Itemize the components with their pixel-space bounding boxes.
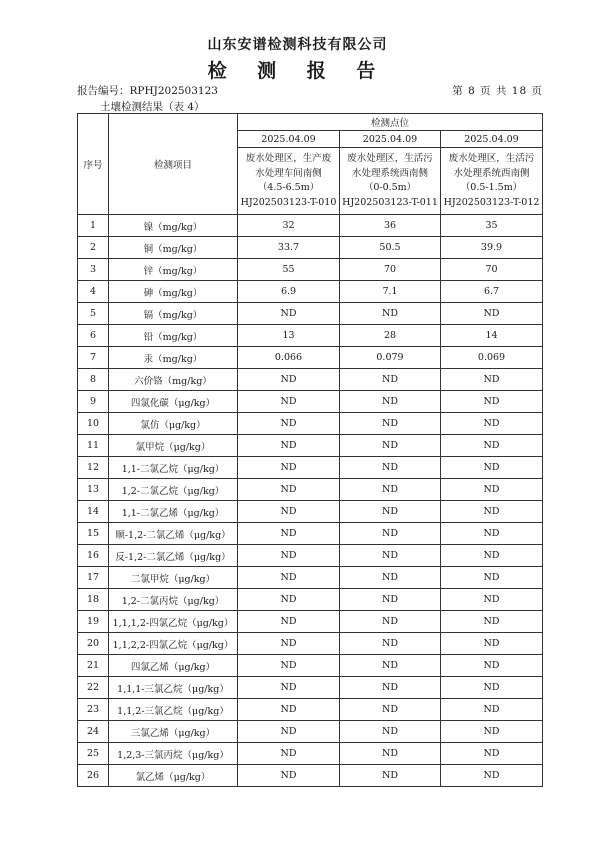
row-item: 汞（mg/kg） [109,347,238,369]
row-seq: 9 [78,391,109,413]
row-value: ND [340,743,441,765]
document-title: 检 测 报 告 [207,60,388,82]
sample-id: HJ202503123-T-011 [342,196,438,208]
row-item: 1,2,3-三氯丙烷（μg/kg） [109,743,238,765]
row-seq: 16 [78,545,109,567]
row-value: ND [441,435,543,457]
row-value: 35 [441,215,543,237]
row-value: 55 [238,259,340,281]
row-value: 13 [238,325,340,347]
row-value: ND [340,391,441,413]
header-item: 检测项目 [109,114,238,215]
row-item: 氯甲烷（μg/kg） [109,435,238,457]
header-seq: 序号 [78,114,109,215]
point-date: 2025.04.09 [238,131,340,148]
row-value: ND [441,523,543,545]
row-seq: 22 [78,677,109,699]
row-item: 1,1,2-三氯乙烷（μg/kg） [109,699,238,721]
row-item: 六价铬（mg/kg） [109,369,238,391]
table-row [78,611,543,633]
table-row [78,479,543,501]
row-seq: 24 [78,721,109,743]
row-seq: 1 [78,215,109,237]
table-row [78,325,543,347]
row-seq: 8 [78,369,109,391]
table-row [78,523,543,545]
row-seq: 10 [78,413,109,435]
table-row [78,633,543,655]
row-seq: 25 [78,743,109,765]
row-value: ND [340,369,441,391]
row-item: 1,1,1-三氯乙烷（μg/kg） [109,677,238,699]
table-row [78,699,543,721]
row-value: ND [238,721,340,743]
row-value: ND [441,699,543,721]
row-seq: 26 [78,765,109,787]
row-value: ND [238,655,340,677]
row-seq: 21 [78,655,109,677]
row-seq: 2 [78,237,109,259]
location-line: 水处理系统西南侧 [453,167,530,179]
row-item: 铜（mg/kg） [109,237,238,259]
row-value: ND [340,501,441,523]
location-line: 废水处理区，生产废 [245,153,332,164]
row-value: 6.7 [441,281,543,303]
row-value: 14 [441,325,543,347]
row-value: ND [441,611,543,633]
row-value: 32 [238,215,340,237]
row-value: 50.5 [340,237,441,259]
row-value: ND [340,457,441,479]
row-value: ND [340,721,441,743]
row-value: 33.7 [238,237,340,259]
table-row [78,413,543,435]
table-row [78,435,543,457]
row-item: 铅（mg/kg） [109,325,238,347]
results-table [77,113,543,787]
row-value: ND [238,457,340,479]
row-value: ND [441,545,543,567]
table-row [78,721,543,743]
row-seq: 4 [78,281,109,303]
row-value: ND [238,391,340,413]
table-row [78,765,543,787]
row-item: 砷（mg/kg） [109,281,238,303]
row-value: ND [441,479,543,501]
row-value: ND [340,303,441,325]
row-item: 1,2-二氯乙烷（μg/kg） [109,479,238,501]
row-value: ND [340,545,441,567]
row-item: 三氯乙烯（μg/kg） [109,721,238,743]
row-value: 70 [441,259,543,281]
location-line: 废水处理区，生活污 [347,153,433,164]
row-seq: 18 [78,589,109,611]
point-date: 2025.04.09 [340,131,441,148]
row-value: 7.1 [340,281,441,303]
row-item: 二氯甲烷（μg/kg） [109,567,238,589]
row-value: ND [238,699,340,721]
row-seq: 5 [78,303,109,325]
row-value: 0.069 [441,347,543,369]
row-item: 顺-1,2-二氯乙烯（μg/kg） [109,523,238,545]
row-value: ND [441,633,543,655]
table-row [78,259,543,281]
table-caption: 土壤检测结果（表 4） [100,101,205,113]
row-item: 1,1,2,2-四氯乙烷（μg/kg） [109,633,238,655]
row-value: ND [238,567,340,589]
point-location [441,148,543,215]
row-value: 70 [340,259,441,281]
row-value: 0.066 [238,347,340,369]
row-value: ND [340,699,441,721]
row-seq: 6 [78,325,109,347]
location-line: （0.5-1.5m） [460,182,523,193]
location-line: 水处理系统西南侧 [351,167,428,179]
row-value: ND [238,633,340,655]
row-value: ND [238,369,340,391]
row-seq: 20 [78,633,109,655]
row-item: 四氯乙烯（μg/kg） [109,655,238,677]
location-line: （4.5-6.5m） [257,182,320,193]
row-value: ND [441,677,543,699]
table-row [78,567,543,589]
row-value: ND [238,765,340,787]
row-value: ND [340,611,441,633]
row-item: 反-1,2-二氯乙烯（μg/kg） [109,545,238,567]
row-value: ND [238,545,340,567]
row-seq: 15 [78,523,109,545]
row-value: ND [238,743,340,765]
row-item: 1,1-二氯乙烷（μg/kg） [109,457,238,479]
row-value: ND [340,633,441,655]
row-value: ND [238,589,340,611]
row-value: ND [441,413,543,435]
row-value: ND [340,567,441,589]
row-value: ND [441,743,543,765]
header-points: 检测点位 [238,114,543,131]
row-value: ND [340,655,441,677]
table-row [78,281,543,303]
row-value: ND [441,765,543,787]
row-value: ND [441,501,543,523]
row-item: 1,1,1,2-四氯乙烷（μg/kg） [109,611,238,633]
row-value: ND [340,413,441,435]
sample-id: HJ202503123-T-010 [240,196,337,208]
row-value: ND [238,413,340,435]
row-seq: 11 [78,435,109,457]
point-location [340,148,441,215]
row-seq: 13 [78,479,109,501]
row-value: ND [238,523,340,545]
row-value: ND [441,303,543,325]
row-item: 镍（mg/kg） [109,215,238,237]
row-item: 锌（mg/kg） [109,259,238,281]
row-value: ND [238,677,340,699]
row-value: 0.079 [340,347,441,369]
table-row [78,743,543,765]
location-line: 水处理车间南侧 [255,167,322,179]
row-item: 镉（mg/kg） [109,303,238,325]
row-seq: 14 [78,501,109,523]
company-name: 山东安谱检测科技有限公司 [207,37,388,53]
report-number: 报告编号：RPHJ202503123 [77,85,218,97]
row-value: ND [441,457,543,479]
row-value: 6.9 [238,281,340,303]
row-value: ND [441,655,543,677]
row-seq: 12 [78,457,109,479]
table-row [78,303,543,325]
row-value: ND [340,523,441,545]
row-value: ND [441,567,543,589]
table-row [78,391,543,413]
table-row [78,457,543,479]
table-row [78,237,543,259]
table-row [78,655,543,677]
table-row [78,369,543,391]
point-location [238,148,340,215]
row-value: ND [238,611,340,633]
table-row [78,501,543,523]
row-item: 1,2-二氯丙烷（μg/kg） [109,589,238,611]
row-value: ND [441,369,543,391]
row-value: ND [340,435,441,457]
row-value: 28 [340,325,441,347]
row-value: ND [238,303,340,325]
sample-id: HJ202503123-T-012 [443,196,540,208]
row-value: ND [441,721,543,743]
row-value: ND [340,589,441,611]
row-value: ND [441,589,543,611]
row-value: ND [441,391,543,413]
table-row [78,347,543,369]
row-item: 1,1-二氯乙烯（μg/kg） [109,501,238,523]
table-row [78,215,543,237]
row-value: ND [238,479,340,501]
row-value: ND [238,435,340,457]
row-seq: 19 [78,611,109,633]
table-row [78,589,543,611]
row-seq: 23 [78,699,109,721]
row-item: 氯仿（μg/kg） [109,413,238,435]
point-date: 2025.04.09 [441,131,543,148]
location-line: 废水处理区，生活污 [448,153,535,164]
row-seq: 7 [78,347,109,369]
location-line: （0-0.5m） [363,182,417,193]
table-row [78,545,543,567]
row-value: ND [340,677,441,699]
row-value: 39.9 [441,237,543,259]
page-indicator: 第 8 页 共 18 页 [452,85,543,97]
row-seq: 3 [78,259,109,281]
row-seq: 17 [78,567,109,589]
table-row [78,677,543,699]
row-item: 四氯化碳（μg/kg） [109,391,238,413]
row-value: 36 [340,215,441,237]
row-value: ND [238,501,340,523]
row-item: 氯乙烯（μg/kg） [109,765,238,787]
row-value: ND [340,479,441,501]
row-value: ND [340,765,441,787]
